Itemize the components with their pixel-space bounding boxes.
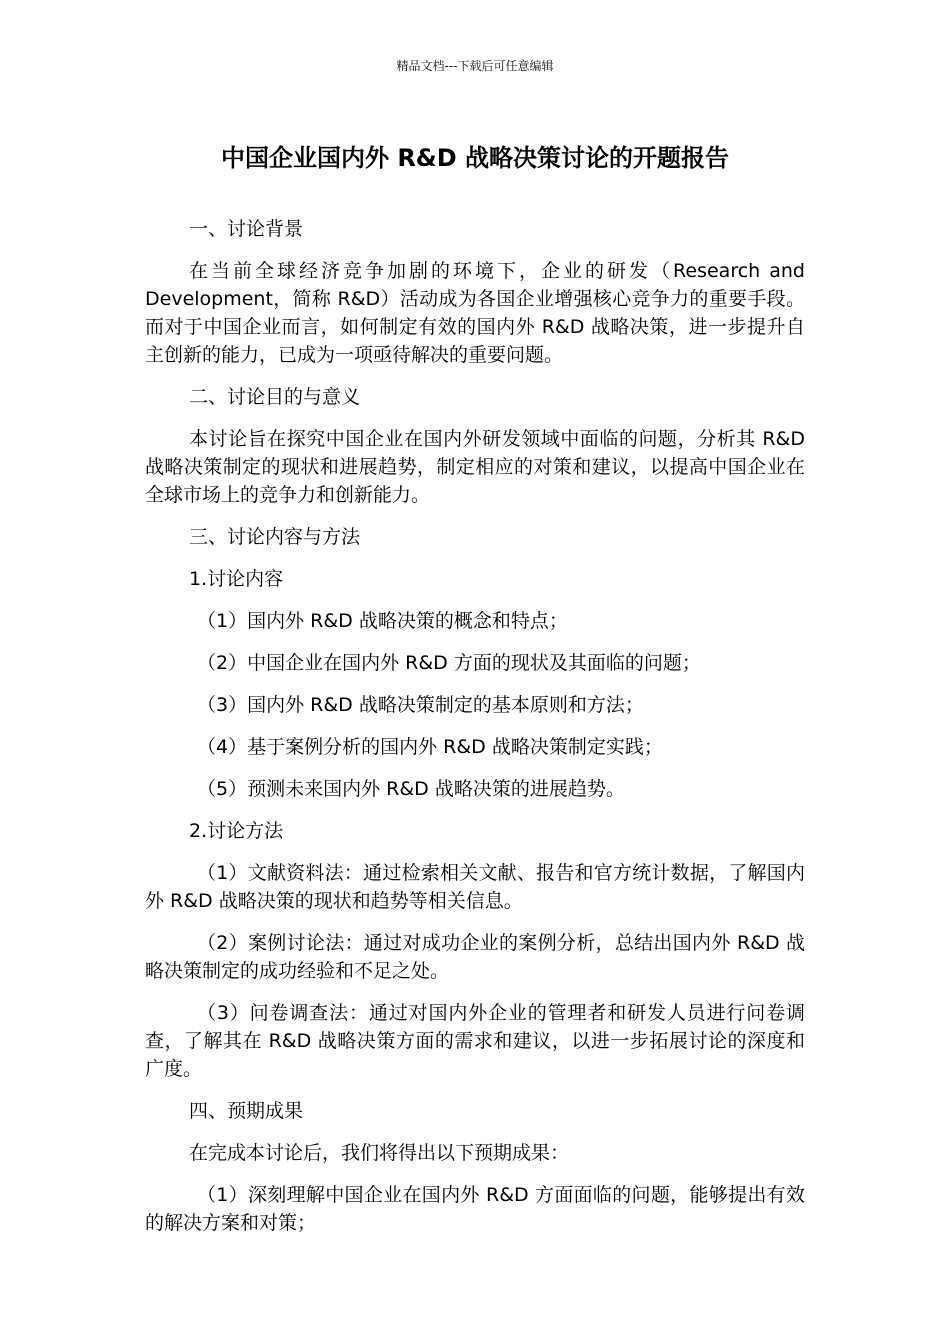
method-item: （3）问卷调查法：通过对国内外企业的管理者和研发人员进行问卷调查，了解其在 R&D 战略决策方面的需求和建议，以进一步拓展讨论的深度和广度。 [145, 1002, 805, 1080]
section-heading-outcomes: 四、预期成果 [189, 1100, 304, 1122]
section-heading-purpose: 二、讨论目的与意义 [189, 386, 361, 408]
list-item: （4）基于案例分析的国内外 R&D 战略决策制定实践； [197, 736, 663, 758]
paragraph-background: 在当前全球经济竞争加剧的环境下，企业的研发（Research and Development，简称 R&D）活动成为各国企业增强核心竞争力的重要手段。而对于中国企业而言，如何制定有效的国内外 R&D 战略决策，进一步提升自主创新的能力，已成为一项亟待解决的重要问题。 [145, 260, 805, 366]
paragraph-outcomes-intro: 在完成本讨论后，我们将得出以下预期成果： [189, 1142, 570, 1164]
method-item: （1）文献资料法：通过检索相关文献、报告和官方统计数据，了解国内外 R&D 战略决策的现状和趋势等相关信息。 [145, 862, 805, 912]
outcome-item: （1）深刻理解中国企业在国内外 R&D 方面面临的问题，能够提出有效的解决方案和对策； [145, 1184, 805, 1234]
document-title: 中国企业国内外 R&D 战略决策讨论的开题报告 [220, 144, 730, 172]
section-heading-content-method: 三、讨论内容与方法 [189, 526, 361, 548]
section-heading-background: 一、讨论背景 [189, 218, 304, 240]
list-item: （3）国内外 R&D 战略决策制定的基本原则和方法； [197, 694, 644, 716]
list-item: （1）国内外 R&D 战略决策的概念和特点； [197, 610, 568, 632]
subheading-method: 2.讨论方法 [189, 820, 284, 842]
paragraph-purpose: 本讨论旨在探究中国企业在国内外研发领域中面临的问题，分析其 R&D 战略决策制定的现状和进展趋势，制定相应的对策和建议，以提高中国企业在全球市场上的竞争力和创新能力。 [145, 428, 805, 506]
list-item: （2）中国企业在国内外 R&D 方面的现状及其面临的问题； [197, 652, 701, 674]
document-body [145, 215, 805, 1251]
list-item: （5）预测未来国内外 R&D 战略决策的进展趋势。 [197, 778, 625, 800]
subheading-content: 1.讨论内容 [189, 568, 284, 590]
method-item: （2）案例讨论法：通过对成功企业的案例分析，总结出国内外 R&D 战略决策制定的成功经验和不足之处。 [145, 932, 805, 982]
page-header-note: 精品文档---下载后可任意编辑 [396, 59, 554, 73]
